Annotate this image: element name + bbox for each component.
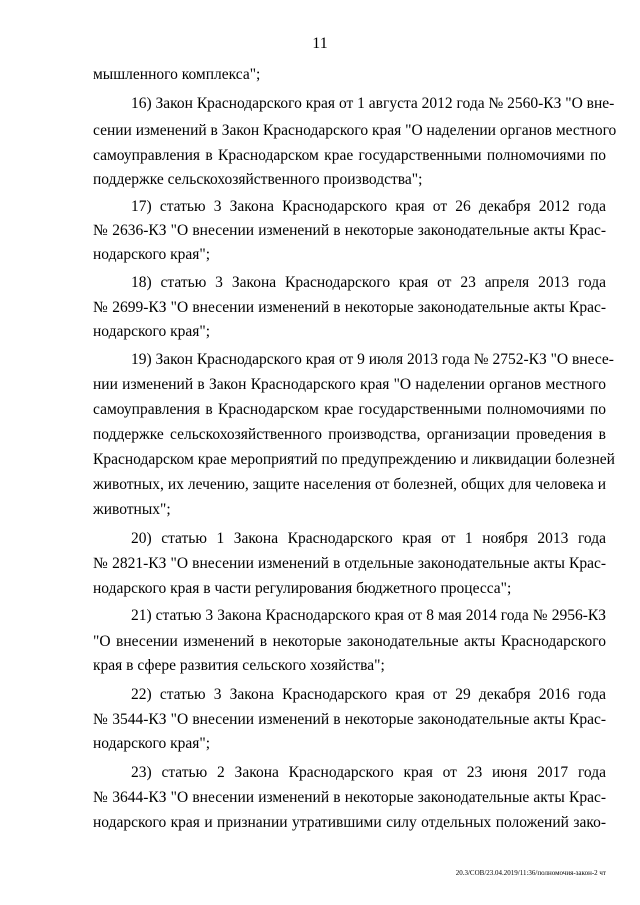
text-line: края в сфере развития сельского хозяйства"; (93, 657, 385, 674)
text-line: 20) статью 1 Закона Краснодарского края от 1 ноября 2013 года (131, 530, 606, 547)
text-line: 22) статью 3 Закона Краснодарского края от 29 декабря 2016 года (131, 686, 606, 703)
text-line: самоуправления в Краснодарском крае государственными полномочиями по (93, 147, 606, 164)
text-line: 21) статью 3 Закона Краснодарского края от 8 мая 2014 года № 2956-КЗ (131, 607, 606, 624)
text-line: № 3644-КЗ "О внесении изменений в некоторые законодательные акты Крас- (93, 789, 606, 806)
text-line: нодарского края"; (93, 323, 211, 340)
text-line: Краснодарском крае мероприятий по предупреждению и ликвидации болезней (93, 451, 615, 468)
text-line: животных"; (93, 501, 171, 518)
text-line: "О внесении изменений в некоторые законодательные акты Краснодарского (93, 633, 606, 650)
text-line: нодарского края в части регулирования бюджетного процесса"; (93, 580, 512, 597)
text-line: мышленного комплекса"; (93, 66, 261, 83)
text-line: нии изменений в Закон Краснодарского края "О наделении органов местного (93, 376, 606, 393)
text-line: 18) статью 3 Закона Краснодарского края от 23 апреля 2013 года (131, 274, 606, 291)
text-line: 16) Закон Краснодарского края от 1 августа 2012 года № 2560-КЗ "О вне- (131, 95, 615, 112)
document-footer-code: 20.3/СОВ/23.04.2019/11:36/полномочия-закон-2 чт (455, 869, 606, 877)
text-line: поддержке сельскохозяйственного производства"; (93, 171, 423, 188)
text-line: сении изменений в Закон Краснодарского края "О наделении органов местного (93, 122, 617, 139)
text-line: 19) Закон Краснодарского края от 9 июля 2013 года № 2752-КЗ "О внесе- (131, 351, 614, 368)
text-line: поддержке сельскохозяйственного производства, организации проведения в (93, 426, 606, 443)
text-line: № 3544-КЗ "О внесении изменений в некоторые законодательные акты Крас- (93, 711, 606, 728)
text-line: самоуправления в Краснодарском крае государственными полномочиями по (93, 401, 606, 418)
text-line: № 2636-КЗ "О внесении изменений в некоторые законодательные акты Крас- (93, 222, 606, 239)
text-line: нодарского края"; (93, 735, 211, 752)
text-line: 17) статью 3 Закона Краснодарского края от 26 декабря 2012 года (131, 198, 606, 215)
text-line: 23) статью 2 Закона Краснодарского края от 23 июня 2017 года (131, 764, 606, 781)
text-line: нодарского края и признании утратившими силу отдельных положений зако- (93, 814, 606, 831)
text-line: № 2821-КЗ "О внесении изменений в отдельные законодательные акты Крас- (93, 555, 606, 572)
text-line: № 2699-КЗ "О внесении изменений в некоторые законодательные акты Крас- (93, 299, 606, 316)
text-line: животных, их лечению, защите населения от болезней, общих для человека и (93, 476, 606, 493)
page-number: 11 (312, 35, 328, 52)
text-line: нодарского края"; (93, 246, 211, 263)
